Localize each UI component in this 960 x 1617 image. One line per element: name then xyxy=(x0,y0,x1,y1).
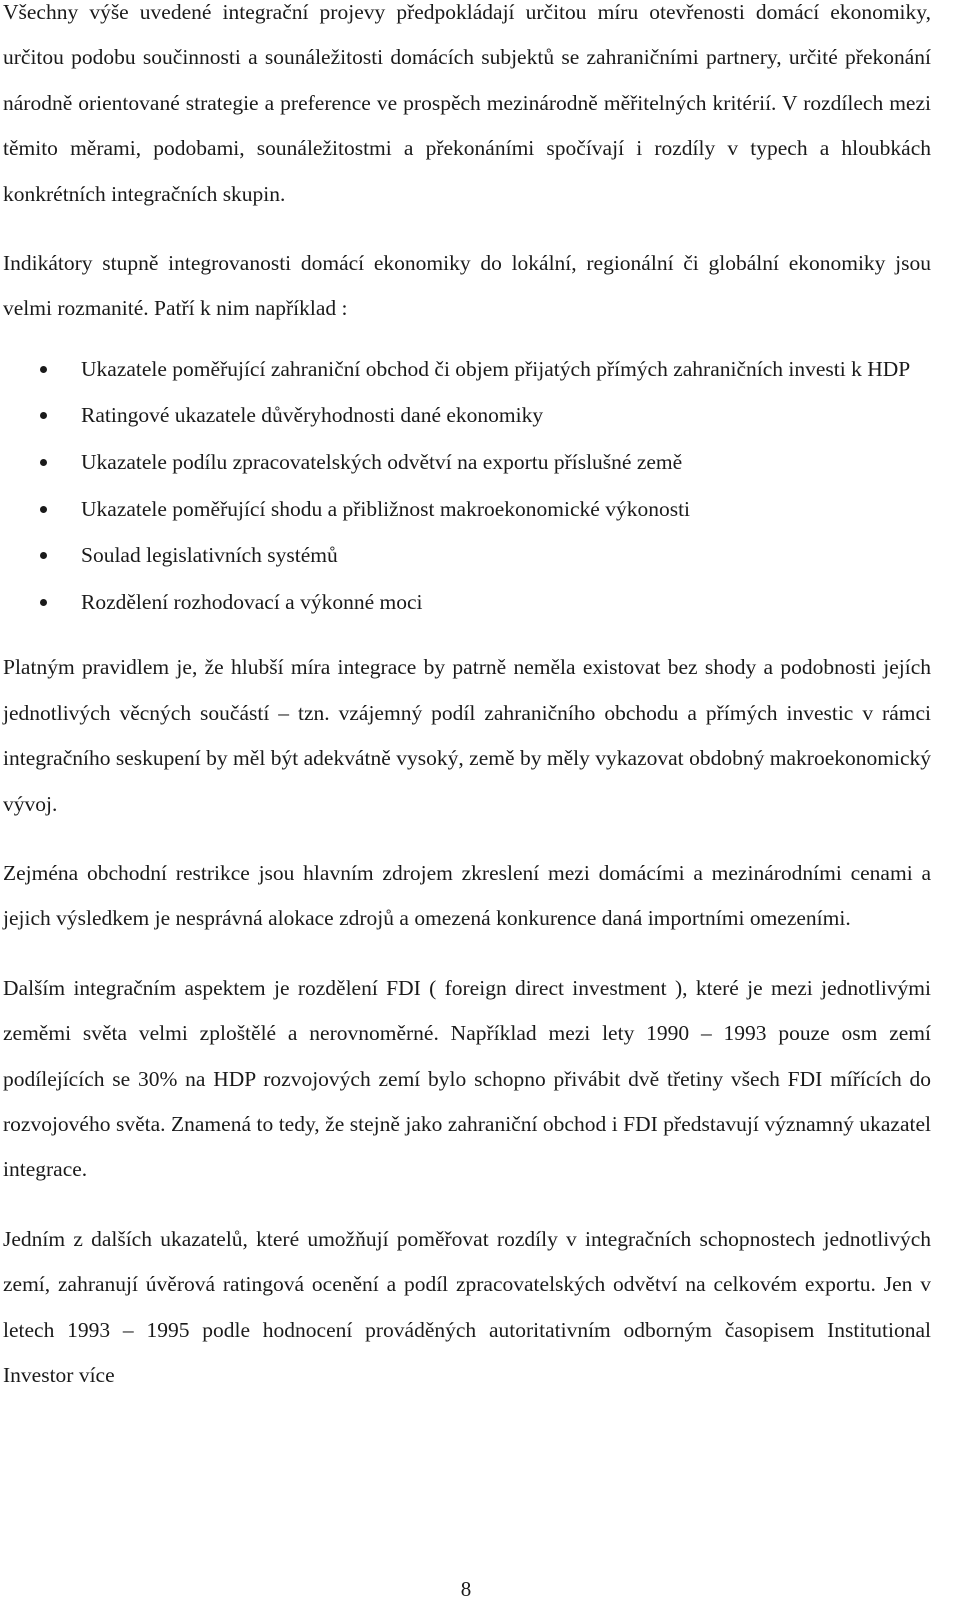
list-item xyxy=(3,486,931,533)
bullet-icon xyxy=(40,506,47,513)
list-item xyxy=(3,346,931,393)
list-item-text: Rozdělení rozhodovací a výkonné moci xyxy=(81,589,423,614)
list-item-text: Soulad legislativních systémů xyxy=(81,543,338,568)
list-item-text: Ukazatele poměřující zahraniční obchod či objem přijatých přímých zahraničních investi k HDP xyxy=(81,356,911,381)
bullet-icon xyxy=(40,459,47,466)
bullet-icon xyxy=(40,552,47,559)
paragraph-trade-restrictions: Zejména obchodní restrikce jsou hlavním zdrojem zkreslení mezi domácími a mezinárodními cenami a jejich výsledkem je nesprávná alokace zdrojů a omezená konkurence daná importními omezeními. xyxy=(3,861,931,931)
list-item xyxy=(3,579,931,626)
paragraph-indicators-intro: Indikátory stupně integrovanosti domácí ekonomiky do lokální, regionální či globální ekonomiky jsou velmi rozmanité. Patří k nim například : xyxy=(3,251,931,321)
paragraph-integration-openness: Všechny výše uvedené integrační projevy předpokládají určitou míru otevřenosti domácí ekonomiky, určitou podobu součinnosti a sounáležitosti domácích subjektů se zahraničními partnery, určité překonání národně orientované strategie a preference ve prospěch mezinárodně měřitelných kritérií. V rozdílech mezi těmito měrami, podobami, sounáležitostmi a překonáními spočívají i rozdíly v typech a hloubkách konkrétních integračních skupin. xyxy=(3,0,931,206)
indicator-list xyxy=(3,346,931,626)
list-item-text: Ratingové ukazatele důvěryhodnosti dané ekonomiky xyxy=(81,403,544,428)
list-item-text: Ukazatele poměřující shodu a přibližnost makroekonomické výkonosti xyxy=(81,496,691,521)
page-content xyxy=(3,0,931,1423)
list-item xyxy=(3,392,931,439)
paragraph-fdi-distribution: Dalším integračním aspektem je rozdělení FDI ( foreign direct investment ), které je mezi jednotlivými zeměmi světa velmi zploštělé a nerovnoměrné. Například mezi lety 1990 – 1993 pouze osm zemí podílejících se 30% na HDP rozvojových zemí bylo schopno přivábit dvě třetiny všech FDI mířících do rozvojového světa. Znamená to tedy, že stejně jako zahraniční obchod i FDI představují významný ukazatel integrace. xyxy=(3,975,931,1182)
list-item-text: Ukazatele podílu zpracovatelských odvětví na exportu příslušné země xyxy=(81,450,683,475)
bullet-icon xyxy=(40,366,47,373)
page-number: 8 xyxy=(460,1577,472,1601)
list-item xyxy=(3,532,931,579)
paragraph-integration-rule: Platným pravidlem je, že hlubší míra integrace by patrně neměla existovat bez shody a podobnosti jejích jednotlivých věcných součástí – tzn. vzájemný podíl zahraničního obchodu a přímých investic v rámci integračního seskupení by měl být adekvátně vysoký, země by měly vykazovat obdobný makroekonomický vývoj. xyxy=(3,655,931,816)
bullet-icon xyxy=(40,412,47,419)
list-item xyxy=(3,439,931,486)
bullet-icon xyxy=(40,599,47,606)
paragraph-rating-indicators: Jedním z dalších ukazatelů, které umožňují poměřovat rozdíly v integračních schopnostech jednotlivých zemí, zahranují úvěrová ratingová ocenění a podíl zpracovatelských odvětví na celkovém exportu. Jen v letech 1993 – 1995 podle hodnocení prováděných autoritativním odborným časopisem Institutional Investor více xyxy=(3,1226,931,1388)
